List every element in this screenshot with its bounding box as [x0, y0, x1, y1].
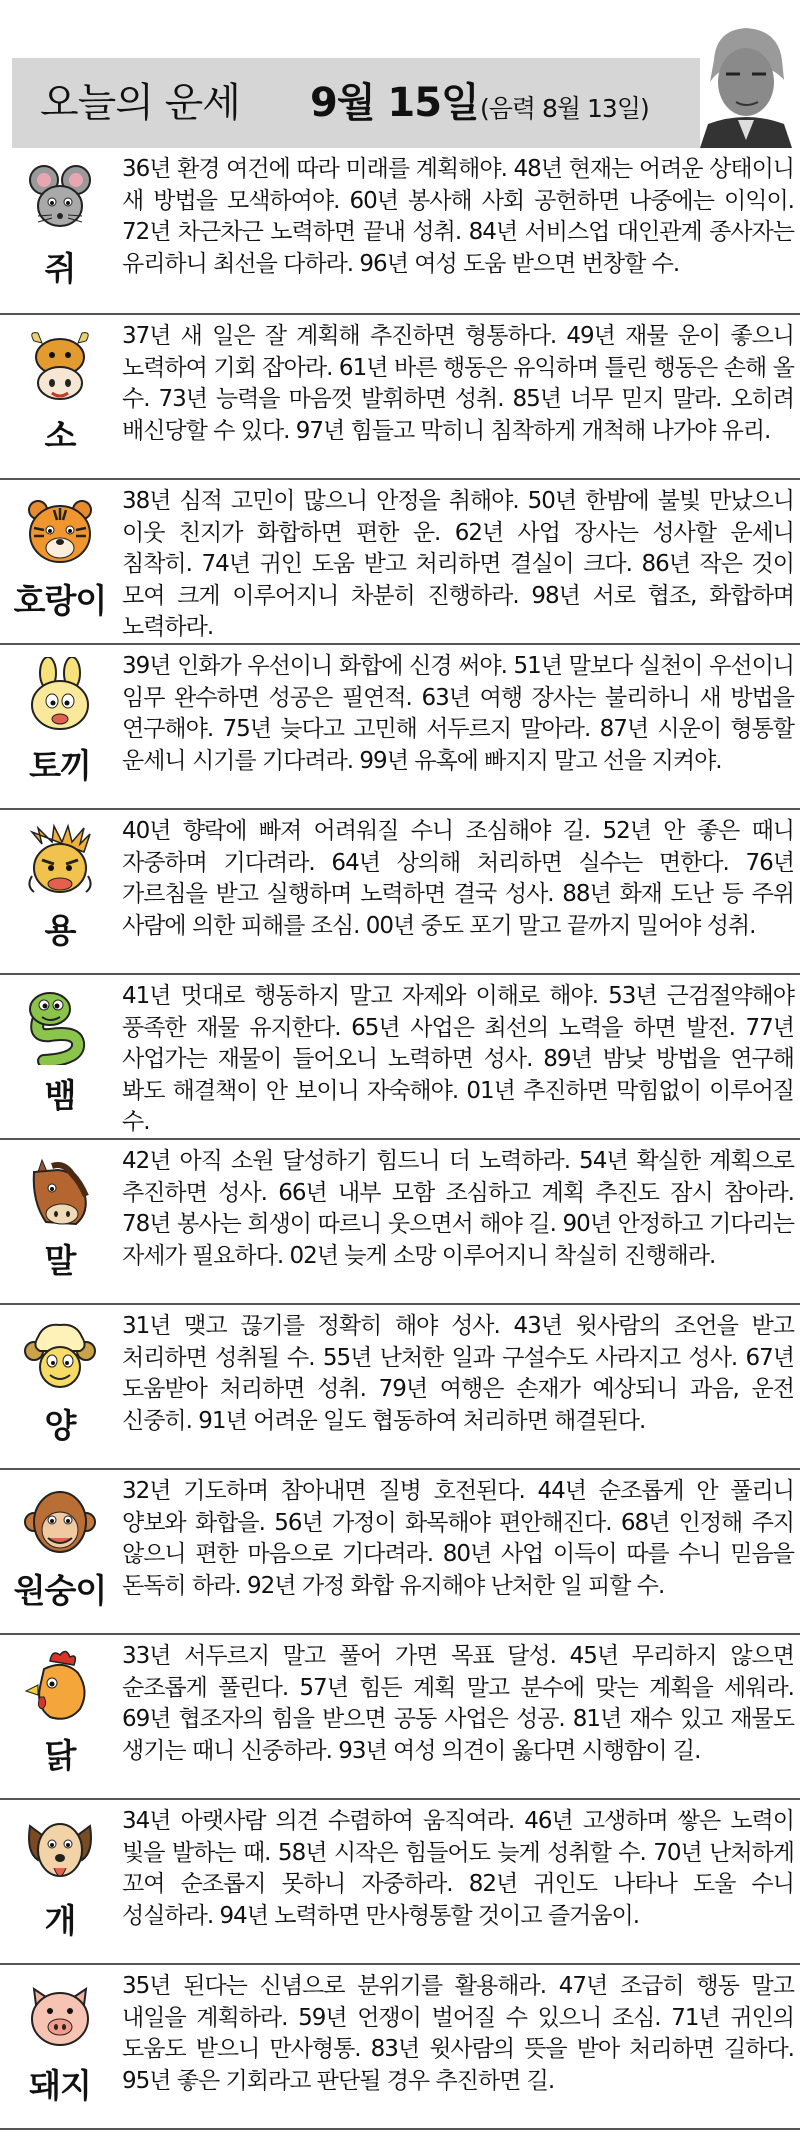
zodiac-row-dragon — [0, 808, 800, 973]
header-bar — [12, 58, 788, 148]
animal-name: 원숭이 — [13, 1571, 107, 1610]
zodiac-row-pig — [0, 1963, 800, 2128]
fortune-text: 39년 인화가 우선이니 화합에 신경 써야. 51년 말보다 실천이 우선이니 임무 완수하면 성공은 필연적. 63년 여행 장사는 불리하니 새 방법을 연구해야. 75년 늦다고 고민해 서두르지 말아라. 87년 시운이 형통할 운세니 시기를 기다려라. 99년 유혹에 빠지지 말고 선을 지켜야. — [122, 653, 794, 774]
zodiac-row-horse — [0, 1138, 800, 1303]
rooster-icon — [24, 1647, 96, 1725]
animal-cell — [6, 315, 114, 478]
zodiac-row-rooster — [0, 1633, 800, 1798]
fortune-text: 40년 향락에 빠져 어려워질 수니 조심해야 길. 52년 안 좋은 때니 자중하며 기다려라. 64년 상의해 처리하면 실수는 면한다. 76년 가르침을 받고 실행하며 노력하면 결국 성사. 88년 화재 도난 등 주위 사람에 의한 피해를 조심. 00년 중도 포기 말고 끝까지 밀어야 성취. — [122, 818, 794, 939]
dragon-icon — [24, 822, 96, 900]
fortune-text: 36년 환경 여건에 따라 미래를 계획해야. 48년 현재는 어려운 상태이니 새 방법을 모색하여야. 60년 봉사해 사회 공헌하면 나중에는 이익이. 72년 차근차근 노력하면 끝내 성취. 84년 서비스업 대인관계 종사자는 유리하니 최선을 다하라. 96년 여성 도움 받으면 번창할 수. — [122, 156, 794, 277]
animal-name: 호랑이 — [13, 581, 107, 620]
animal-cell — [6, 1800, 114, 1963]
zodiac-row-sheep — [0, 1303, 800, 1468]
zodiac-row-ox — [0, 313, 800, 478]
animal-cell — [6, 480, 114, 643]
animal-name: 말 — [44, 1241, 76, 1280]
fortune-text: 37년 새 일은 잘 계획해 추진하면 형통하다. 49년 재물 운이 좋으니 노력하여 기회 잡아라. 61년 바른 행동은 유익하며 틀린 행동은 손해 올 수. 73년 능력을 마음껏 발휘하면 성취. 85년 너무 믿지 말라. 오히려 배신당할 수 있다. 97년 힘들고 막히니 침착하게 개척해 나가야 유리. — [122, 323, 794, 444]
fortune-text: 38년 심적 고민이 많으니 안정을 취해야. 50년 한밤에 불빛 만났으니 이웃 친지가 화합하면 편한 운. 62년 사업 장사는 성사할 운세니 침착히. 74년 귀인 도움 받고 처리하면 결실이 크다. 86년 작은 것이 모여 크게 이루어지니 차분히 진행하라. 98년 서로 협조, 화합하며 노력하라. — [122, 488, 794, 640]
animal-name: 용 — [44, 911, 76, 950]
rat-icon — [24, 160, 96, 238]
zodiac-row-dog — [0, 1798, 800, 1963]
animal-name: 개 — [44, 1901, 76, 1940]
animal-cell — [6, 1965, 114, 2128]
zodiac-row-tiger — [0, 478, 800, 643]
animal-cell — [6, 1305, 114, 1468]
animal-name: 뱀 — [44, 1076, 76, 1115]
rabbit-icon — [24, 657, 96, 735]
animal-cell — [6, 1140, 114, 1303]
animal-cell — [6, 1635, 114, 1798]
zodiac-row-rabbit — [0, 643, 800, 808]
pig-icon — [24, 1977, 96, 2055]
fortune-text: 33년 서두르지 말고 풀어 가면 목표 달성. 45년 무리하지 않으면 순조롭게 풀린다. 57년 힘든 계획 말고 분수에 맞는 계획을 세워라. 69년 협조자의 힘을 받으면 공동 사업은 성공. 81년 재수 있고 재물도 생기는 때니 신중하라. 93년 여성 의견이 옳다면 시행함이 길. — [122, 1643, 794, 1764]
animal-name: 소 — [44, 416, 76, 455]
lunar-date-label: (음력 8월 13일) — [480, 94, 649, 123]
monkey-icon — [24, 1482, 96, 1560]
animal-name: 닭 — [44, 1736, 76, 1775]
animal-cell — [6, 975, 114, 1138]
animal-name: 돼지 — [29, 2066, 91, 2105]
fortune-text: 31년 맺고 끊기를 정확히 해야 성사. 43년 윗사람의 조언을 받고 처리하면 성취될 수. 55년 난처한 일과 구설수도 사라지고 성사. 67년 도움받아 처리하면 성취. 79년 여행은 손재가 예상되니 과음, 운전 신중히. 91년 어려운 일도 협동하여 처리하면 해결된다. — [122, 1313, 794, 1434]
animal-cell — [6, 645, 114, 808]
fortune-text: 42년 아직 소원 달성하기 힘드니 더 노력하라. 54년 확실한 계획으로 추진하면 성사. 66년 내부 모함 조심하고 계획 추진도 잠시 참아라. 78년 봉사는 희생이 따르니 웃으면서 해야 길. 90년 안정하고 기다리는 자세가 필요하다. 02년 늦게 소망 이루어지니 착실히 진행해라. — [122, 1148, 794, 1269]
columnist-portrait — [700, 20, 792, 148]
animal-cell — [6, 148, 114, 311]
animal-name: 쥐 — [44, 249, 76, 288]
fortune-text: 34년 아랫사람 의견 수렴하여 움직여라. 46년 고생하며 쌓은 노력이 빛을 발하는 때. 58년 시작은 힘들어도 늦게 성취할 수. 70년 난처하게 꼬여 순조롭지 못하니 자중하라. 82년 귀인도 나타나 도울 수니 성실하라. 94년 노력하면 만사형통할 것이고 즐거움이. — [122, 1808, 794, 1929]
animal-cell — [6, 810, 114, 973]
date-label: 9월 15일 — [310, 80, 479, 126]
sheep-icon — [24, 1317, 96, 1395]
zodiac-row-monkey — [0, 1468, 800, 1633]
snake-icon — [24, 987, 96, 1065]
animal-name: 양 — [44, 1406, 76, 1445]
bottom-rule — [0, 2128, 800, 2130]
dog-icon — [24, 1812, 96, 1890]
ox-icon — [24, 327, 96, 405]
animal-cell — [6, 1470, 114, 1633]
fortune-text: 35년 된다는 신념으로 분위기를 활용해라. 47년 조급히 행동 말고 내일을 계획하라. 59년 언쟁이 벌어질 수 있으니 조심. 71년 귀인의 도움도 받으니 만사형통. 83년 윗사람의 뜻을 받아 처리하면 길하다. 95년 좋은 기회라고 판단될 경우 추진하면 길. — [122, 1973, 794, 2094]
zodiac-row-rat — [0, 148, 800, 313]
fortune-text: 41년 멋대로 행동하지 말고 자제와 이해로 해야. 53년 근검절약해야 풍족한 재물 유지한다. 65년 사업은 최선의 노력을 하면 발전. 77년 사업가는 재물이 들어오니 노력하면 성사. 89년 밤낮 방법을 연구해 봐도 해결책이 안 보이니 자숙해야. 01년 추진하면 막힘없이 이루어질 수. — [122, 983, 794, 1135]
tiger-icon — [24, 492, 96, 570]
fortune-text: 32년 기도하며 참아내면 질병 호전된다. 44년 순조롭게 안 풀리니 양보와 화합을. 56년 가정이 화목해야 편안해진다. 68년 인정해 주지 않으니 편한 마음으로 기다려라. 80년 사업 이득이 따를 수니 믿음을 돈독히 하라. 92년 가정 화합 유지해야 난처한 일 피할 수. — [122, 1478, 794, 1599]
zodiac-row-snake — [0, 973, 800, 1138]
horse-icon — [24, 1152, 96, 1230]
animal-name: 토끼 — [29, 746, 91, 785]
page-title: 오늘의 운세 — [40, 80, 240, 126]
zodiac-list — [0, 148, 800, 2128]
